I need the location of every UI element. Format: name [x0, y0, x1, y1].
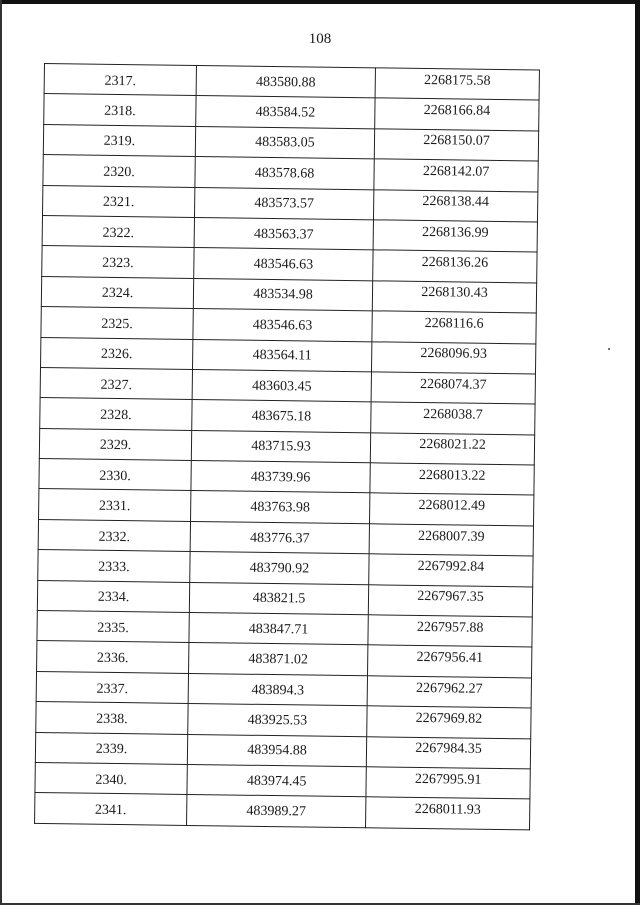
y-coordinate-cell: [371, 341, 535, 374]
y-coordinate-cell-text: 2267969.82: [415, 710, 483, 727]
point-number-cell-text: 2320.: [103, 164, 135, 181]
point-number-cell-text: 2335.: [97, 620, 129, 636]
y-coordinate-cell-text: 2267967.35: [417, 589, 484, 606]
point-number-cell-text: 2323.: [102, 255, 134, 272]
y-coordinate-cell: [367, 706, 531, 739]
y-coordinate-cell: [372, 281, 536, 314]
y-coordinate-cell-text: 2268136.26: [421, 254, 489, 271]
y-coordinate-cell: [366, 767, 530, 800]
y-coordinate-cell: [373, 189, 537, 222]
point-number-cell: [35, 762, 187, 794]
x-coordinate-cell-text: 483564.11: [252, 347, 312, 364]
y-coordinate-cell-text: 2268038.7: [423, 406, 483, 423]
y-coordinate-cell: [374, 159, 538, 192]
point-number-cell: [44, 94, 196, 126]
x-coordinate-cell-text: 483790.92: [249, 560, 310, 577]
point-number-cell-text: 2332.: [98, 529, 131, 545]
point-number-cell: [37, 580, 189, 612]
x-coordinate-cell: [189, 612, 368, 645]
x-coordinate-cell: [187, 795, 366, 828]
point-number-cell-text: 2331.: [98, 498, 131, 515]
x-coordinate-cell-text: 483954.88: [247, 743, 307, 759]
x-coordinate-cell-text: 483583.05: [255, 135, 315, 152]
x-coordinate-cell: [194, 187, 373, 220]
y-coordinate-cell: [366, 797, 530, 830]
y-coordinate-cell-text: 2268166.84: [423, 103, 491, 119]
x-coordinate-cell: [192, 400, 371, 433]
y-coordinate-cell-text: 2268007.39: [417, 528, 485, 545]
y-coordinate-cell-text: 2267984.35: [415, 741, 482, 758]
y-coordinate-cell-text: 2268013.22: [418, 467, 486, 484]
x-coordinate-cell-text: 483739.96: [250, 469, 311, 486]
x-coordinate-cell: [195, 157, 374, 190]
point-number-cell-text: 2333.: [98, 559, 130, 576]
point-number-cell: [42, 246, 194, 278]
point-number-cell: [37, 610, 189, 642]
point-number-cell: [44, 64, 196, 96]
coordinates-table: [34, 63, 540, 830]
y-coordinate-cell-text: 2267995.91: [414, 771, 482, 788]
y-coordinate-cell-text: 2268021.22: [419, 437, 486, 454]
x-coordinate-cell: [190, 521, 369, 554]
x-coordinate-cell: [194, 248, 373, 281]
x-coordinate-cell: [193, 339, 372, 372]
x-coordinate-cell-text: 483894.3: [251, 682, 305, 698]
point-number-cell-text: 2321.: [102, 195, 135, 211]
y-coordinate-cell: [375, 98, 539, 131]
y-coordinate-cell-text: 2267992.84: [417, 558, 485, 575]
x-coordinate-cell: [188, 704, 367, 737]
y-coordinate-cell-text: 2268096.93: [420, 346, 488, 363]
y-coordinate-cell: [366, 736, 530, 769]
point-number-cell-text: 2319.: [103, 134, 136, 150]
y-coordinate-cell: [371, 372, 535, 405]
x-coordinate-cell: [196, 96, 375, 129]
point-number-cell-text: 2324.: [101, 286, 134, 302]
point-number-cell-text: 2326.: [100, 346, 133, 363]
x-coordinate-cell: [192, 369, 371, 402]
point-number-cell: [39, 489, 191, 521]
y-coordinate-cell: [373, 220, 537, 253]
point-number-cell: [43, 185, 195, 217]
x-coordinate-cell: [187, 764, 366, 797]
y-coordinate-cell: [368, 584, 532, 617]
y-coordinate-cell-text: 2268012.49: [418, 498, 486, 514]
y-coordinate-cell: [374, 129, 538, 162]
point-number-cell-text: 2328.: [100, 407, 132, 424]
point-number-cell: [35, 793, 187, 825]
coordinates-table-wrapper: [34, 63, 536, 830]
y-coordinate-cell-text: 2267962.27: [416, 680, 483, 697]
x-coordinate-cell-text: 483925.53: [247, 712, 308, 729]
y-coordinate-cell-text: 2267956.41: [416, 650, 484, 666]
y-coordinate-cell-text: 2268074.37: [419, 376, 487, 393]
point-number-cell: [39, 459, 191, 491]
point-number-cell-text: 2334.: [97, 590, 130, 606]
x-coordinate-cell: [189, 643, 368, 676]
point-number-cell: [39, 428, 191, 460]
y-coordinate-cell-text: 2268011.93: [414, 801, 481, 818]
x-coordinate-cell-text: 483763.98: [250, 499, 311, 516]
point-number-cell: [40, 398, 192, 430]
point-number-cell: [41, 307, 193, 339]
x-coordinate-cell: [194, 217, 373, 250]
x-coordinate-cell: [187, 734, 366, 767]
scan-border-left: [0, 0, 2, 905]
y-coordinate-cell-text: 2268138.44: [422, 194, 490, 211]
x-coordinate-cell-text: 483847.71: [248, 621, 309, 638]
x-coordinate-cell: [191, 491, 370, 524]
y-coordinate-cell: [367, 676, 531, 709]
y-coordinate-cell-text: 2268136.99: [421, 224, 489, 241]
y-coordinate-cell-text: 2268130.43: [421, 285, 488, 302]
point-number-cell-text: 2318.: [104, 103, 136, 120]
x-coordinate-cell-text: 483563.37: [253, 226, 314, 243]
point-number-cell: [41, 337, 193, 369]
x-coordinate-cell-text: 483580.88: [255, 74, 316, 91]
point-number-cell-text: 2337.: [96, 681, 129, 697]
point-number-cell-text: 2338.: [96, 711, 128, 728]
y-coordinate-cell: [372, 311, 536, 344]
point-number-cell: [37, 641, 189, 673]
point-number-cell: [41, 276, 193, 308]
point-number-cell-text: 2340.: [95, 772, 127, 788]
x-coordinate-cell: [188, 673, 367, 706]
x-coordinate-cell-text: 483776.37: [249, 530, 310, 547]
x-coordinate-cell-text: 483989.27: [246, 803, 307, 820]
point-number-cell-text: 2329.: [99, 438, 132, 454]
point-number-cell-text: 2322.: [102, 225, 135, 241]
x-coordinate-cell-text: 483675.18: [251, 408, 312, 425]
x-coordinate-cell-text: 483974.45: [246, 773, 307, 790]
x-coordinate-cell-text: 483546.63: [252, 317, 313, 334]
point-number-cell: [36, 671, 188, 703]
y-coordinate-cell: [370, 432, 534, 465]
x-coordinate-cell-text: 483871.02: [248, 651, 309, 668]
x-coordinate-cell: [189, 582, 368, 615]
x-coordinate-cell-text: 483578.68: [254, 165, 315, 182]
y-coordinate-cell: [373, 250, 537, 283]
point-number-cell: [38, 519, 190, 551]
point-number-cell-text: 2330.: [99, 468, 131, 484]
y-coordinate-cell: [369, 524, 533, 557]
coordinates-table-body: [35, 64, 540, 830]
x-coordinate-cell-text: 483584.52: [255, 104, 316, 121]
point-number-cell: [43, 155, 195, 187]
x-coordinate-cell-text: 483573.57: [254, 196, 315, 212]
y-coordinate-cell: [368, 645, 532, 678]
y-coordinate-cell-text: 2268150.07: [423, 133, 490, 150]
x-coordinate-cell-text: 483546.63: [253, 256, 314, 273]
point-number-cell: [36, 702, 188, 734]
x-coordinate-cell: [190, 552, 369, 585]
y-coordinate-cell: [371, 402, 535, 435]
x-coordinate-cell: [195, 126, 374, 159]
point-number-cell-text: 2327.: [100, 377, 133, 393]
y-coordinate-cell-text: 2267957.88: [416, 619, 484, 636]
point-number-cell: [43, 124, 195, 156]
x-coordinate-cell: [196, 65, 375, 98]
point-number-cell: [42, 215, 194, 247]
point-number-cell-text: 2336.: [96, 650, 129, 667]
x-coordinate-cell-text: 483715.93: [251, 439, 311, 455]
scan-border-top: [0, 0, 640, 4]
y-coordinate-cell: [375, 68, 539, 101]
scan-border-right: [635, 0, 640, 905]
y-coordinate-cell-text: 2268175.58: [423, 72, 491, 89]
table-row: [35, 793, 530, 830]
y-coordinate-cell-text: 2268142.07: [422, 163, 490, 180]
x-coordinate-cell-text: 483534.98: [253, 287, 313, 303]
y-coordinate-cell: [370, 463, 534, 496]
point-number-cell-text: 2325.: [101, 316, 133, 332]
x-coordinate-cell: [191, 430, 370, 463]
x-coordinate-cell-text: 483603.45: [251, 378, 312, 395]
y-coordinate-cell: [368, 615, 532, 648]
x-coordinate-cell: [193, 278, 372, 311]
x-coordinate-cell-text: 483821.5: [252, 591, 306, 607]
point-number-cell-text: 2341.: [94, 802, 127, 819]
x-coordinate-cell: [193, 309, 372, 342]
y-coordinate-cell: [369, 554, 533, 587]
point-number-cell: [38, 550, 190, 582]
scan-speck: [608, 348, 610, 350]
y-coordinate-cell: [369, 493, 533, 526]
point-number-cell-text: 2339.: [95, 742, 128, 758]
point-number-cell: [40, 367, 192, 399]
point-number-cell: [35, 732, 187, 764]
point-number-cell-text: 2317.: [104, 73, 137, 89]
x-coordinate-cell: [191, 461, 370, 494]
y-coordinate-cell-text: 2268116.6: [424, 315, 484, 332]
page-number: 108: [308, 31, 332, 47]
